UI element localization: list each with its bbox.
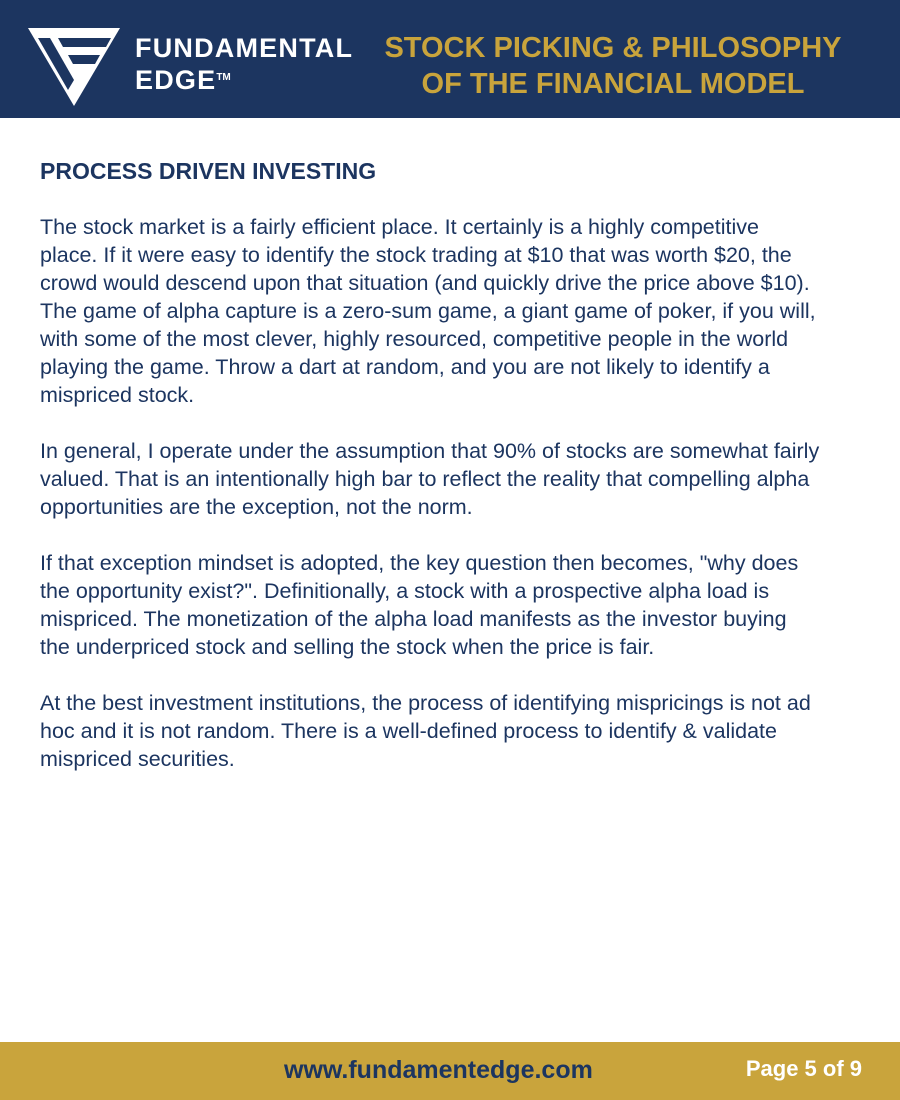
- document-title-line-1: STOCK PICKING & PHILOSOPHY: [384, 32, 842, 64]
- fundamental-edge-logo-icon: [28, 28, 120, 106]
- paragraph-4: At the best investment institutions, the process of identifying mispricings is not ad hoc and it is not random. There is a well-defined process to identify & validate mispriced securities.: [40, 691, 811, 771]
- brand-name: [135, 32, 353, 96]
- paragraph-2: In general, I operate under the assumption that 90% of stocks are somewhat fairly valued. That is an intentionally high bar to reflect the reality that compelling alpha opportunities are the exception, not the norm.: [40, 439, 820, 519]
- page-footer: [0, 1042, 900, 1100]
- brand-edge-text: EDGE: [135, 65, 217, 95]
- document-title: [372, 30, 854, 102]
- page-number: Page 5 of 9: [745, 1056, 862, 1081]
- trademark-symbol: TM: [216, 72, 231, 83]
- paragraph-3: If that exception mindset is adopted, the key question then becomes, "why does the opportunity exist?". Definitionally, a stock with a prospective alpha load is mispriced. The monetization of the alpha load manifests as the investor buying the underpriced stock and selling the stock when the price is fair.: [40, 551, 799, 659]
- document-title-line-2: OF THE FINANCIAL MODEL: [421, 68, 805, 100]
- brand-line-1: FUNDAMENTAL: [135, 33, 354, 63]
- website-link[interactable]: www.fundamentedge.com: [284, 1056, 593, 1084]
- section-heading: PROCESS DRIVEN INVESTING: [40, 158, 377, 184]
- page-content: [40, 154, 822, 801]
- paragraph-1: The stock market is a fairly efficient place. It certainly is a highly competitive place. If it were easy to identify the stock trading at $10 that was worth $20, the crowd would descend upon that situation (and quickly drive the price above $10). The game of alpha capture is a zero-sum game, a giant game of poker, if you will, with some of the most clever, highly resourced, competitive people in the world playing the game. Throw a dart at random, and you are not likely to identify a mispriced stock.: [40, 215, 816, 407]
- brand-line-2: [135, 64, 353, 96]
- page-header: [0, 0, 900, 118]
